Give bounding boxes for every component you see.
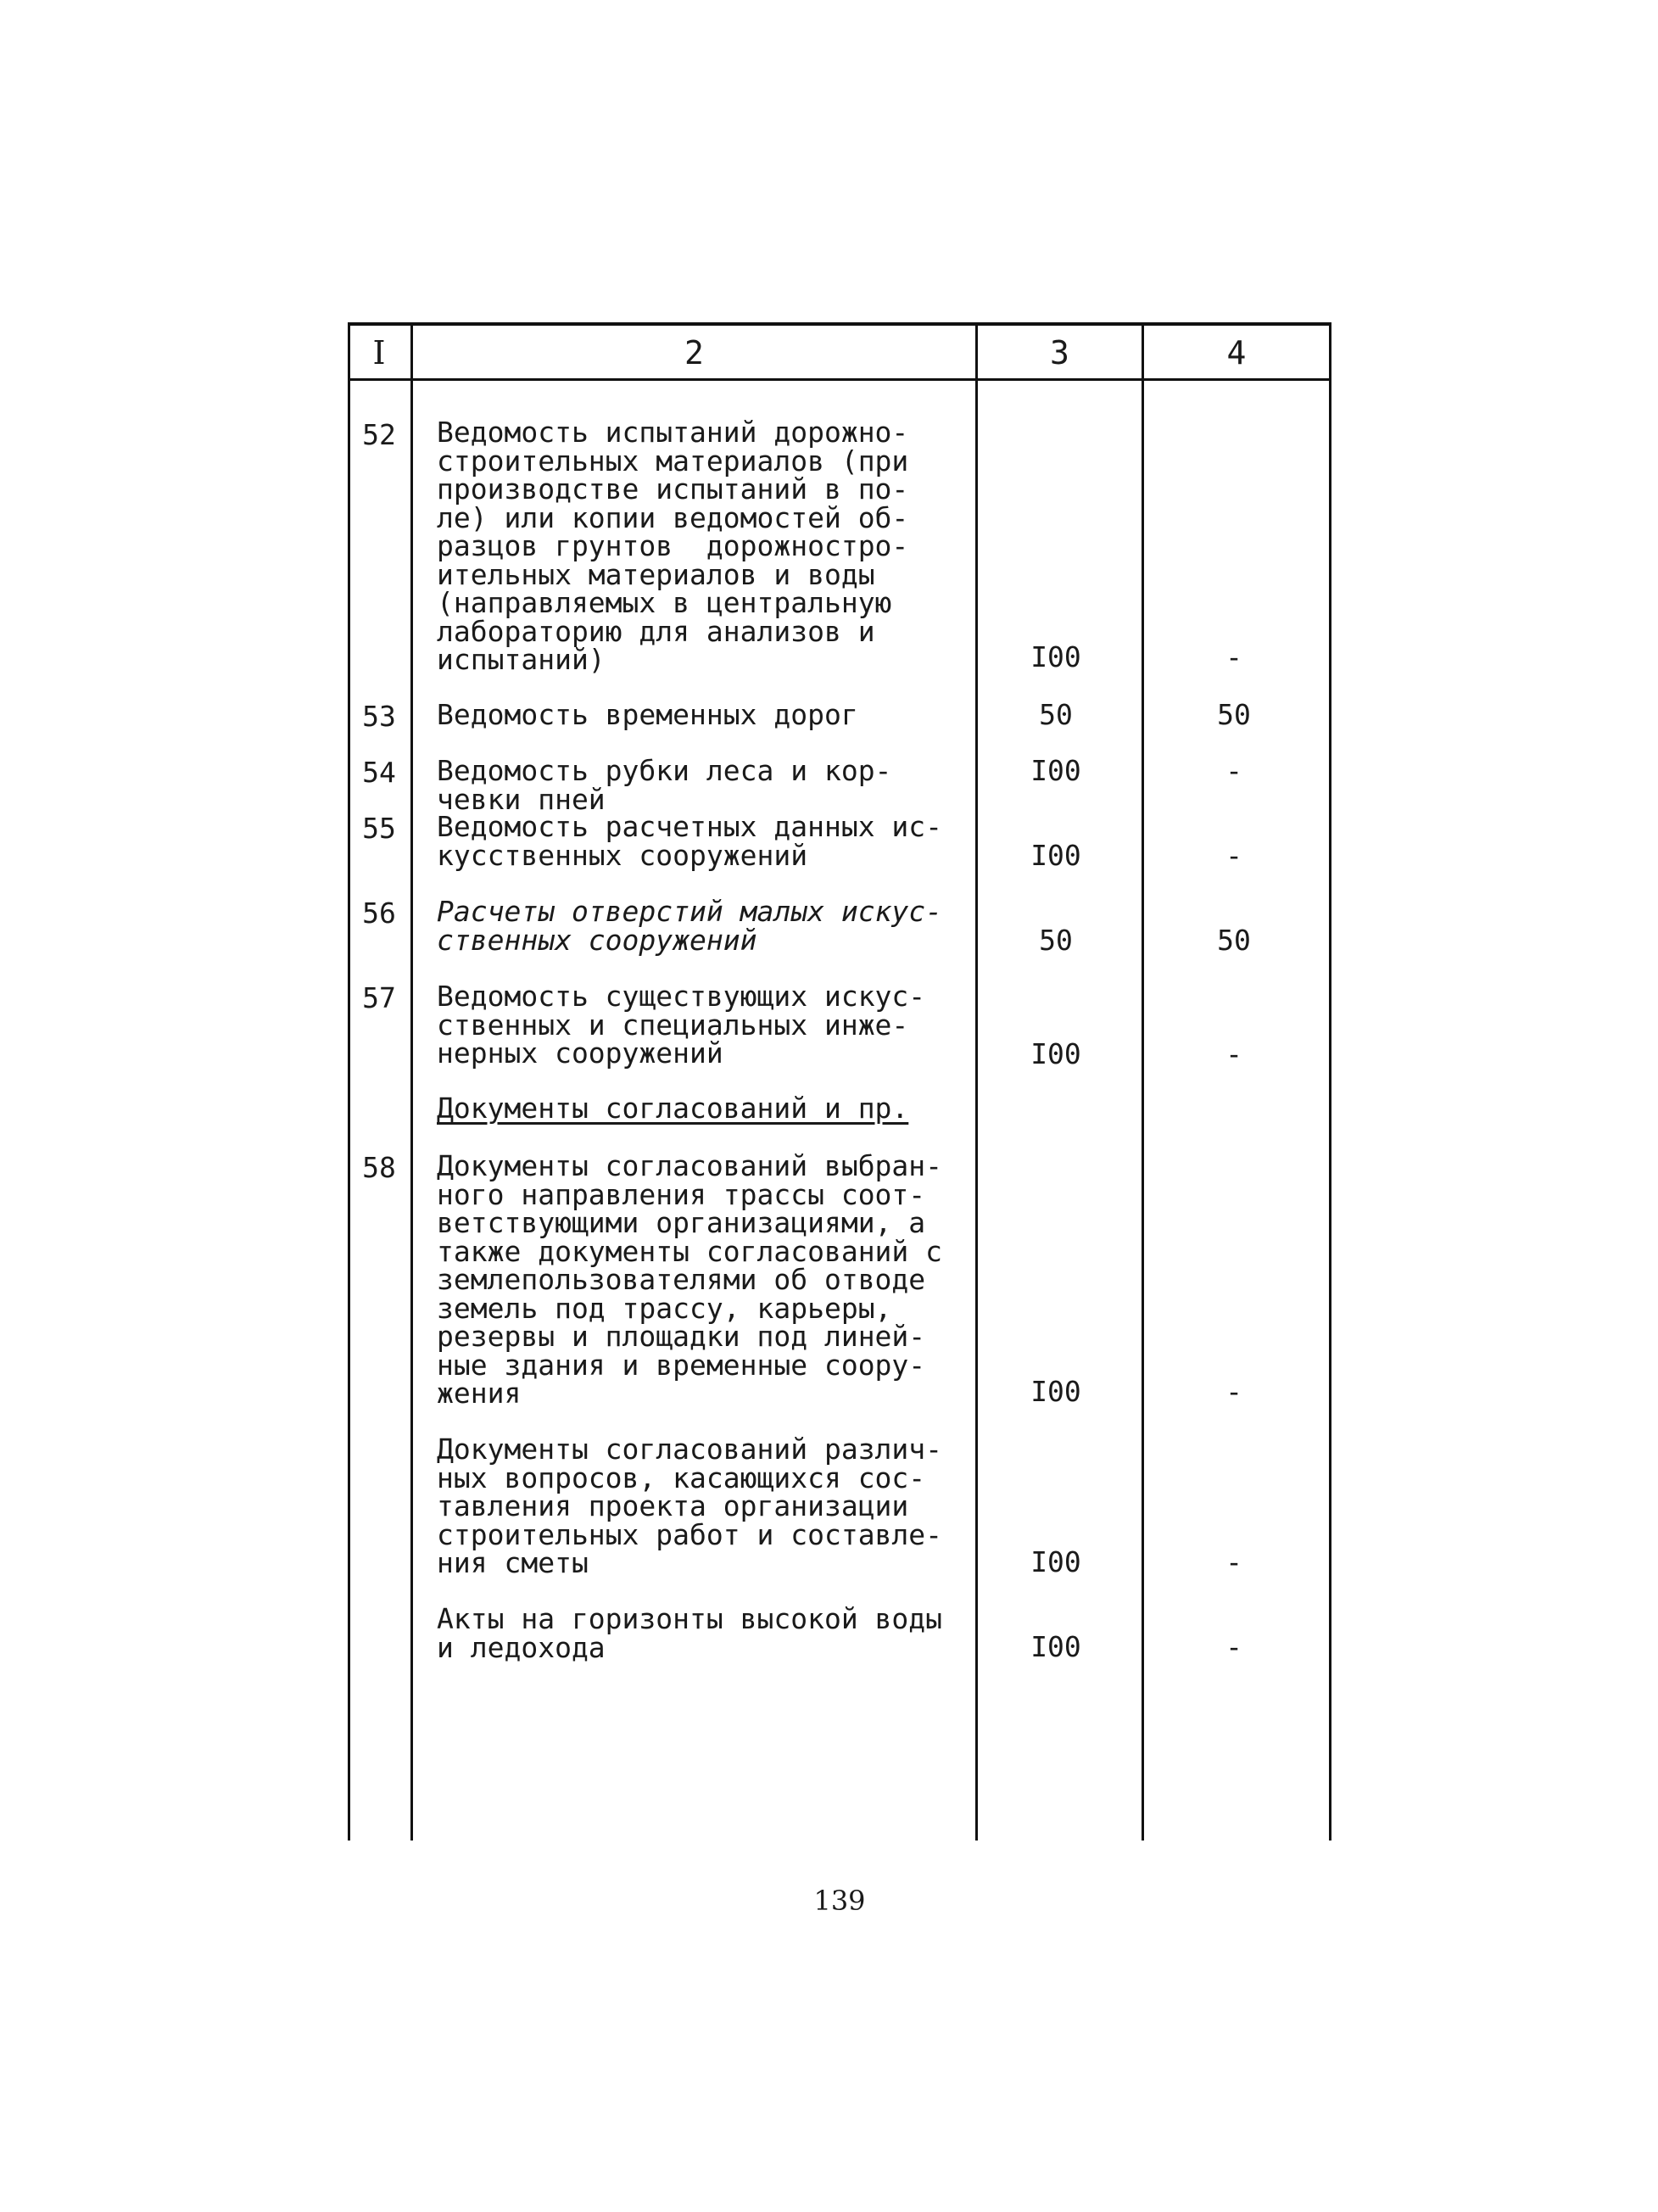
row-col4-value: - xyxy=(1225,1630,1242,1663)
row-col4-value: 50 xyxy=(1217,924,1251,957)
row-col4-value: - xyxy=(1225,1545,1242,1578)
row-description: Ведомость расчетных данных ис- кусственных сооружений xyxy=(437,810,943,872)
section-heading: Документы согласований и пр. xyxy=(437,1092,909,1125)
row-description: Ведомость рубки леса и кор- чевки пней xyxy=(437,754,892,816)
column-divider-2 xyxy=(975,322,978,1841)
row-number: 58 xyxy=(362,1151,396,1184)
header-col-4: 4 xyxy=(1226,334,1247,371)
row-description: Акты на горизонты высокой воды и ледохода xyxy=(437,1602,943,1664)
row-description: Ведомость временных дорог xyxy=(437,698,858,731)
row-number: 57 xyxy=(362,981,396,1014)
row-col4-value: - xyxy=(1225,640,1242,673)
column-divider-1 xyxy=(410,322,413,1841)
table-top-border xyxy=(348,322,1331,326)
row-col4-value: - xyxy=(1225,1375,1242,1408)
row-description: Документы согласований различ- ных вопросов, касающихся сос- тавления проекта организации строительных работ и составле- ния сметы xyxy=(437,1433,943,1579)
row-col4-value: 50 xyxy=(1217,698,1251,731)
row-col3-value: I00 xyxy=(1030,640,1081,673)
row-col3-value: 50 xyxy=(1039,698,1073,731)
row-col4-value: - xyxy=(1225,754,1242,787)
row-col3-value: I00 xyxy=(1030,1375,1081,1408)
row-col3-value: I00 xyxy=(1030,1037,1081,1070)
row-description: Документы согласований выбран- ного направления трассы соот- ветствующими организациями, а также документы согласований с землепользователями об отводе земель под трассу, карьеры, резервы и площадки под линей- ные здания и временные соору- жения xyxy=(437,1149,943,1410)
page-number: 139 xyxy=(813,1885,866,1917)
header-col-3: 3 xyxy=(1050,334,1069,371)
row-col3-value: I00 xyxy=(1030,754,1081,787)
row-description: Ведомость существующих искус- ственных и специальных инже- нерных сооружений xyxy=(437,980,926,1070)
header-col-1: I xyxy=(372,334,386,371)
column-divider-3 xyxy=(1142,322,1144,1841)
row-col4-value: - xyxy=(1225,839,1242,872)
row-col3-value: 50 xyxy=(1039,924,1073,957)
row-description: Ведомость испытаний дорожно- строительных материалов (при производстве испытаний в по- ле) или копии ведомостей об- разцов грунтов дорожностро- ительных материалов и воды (направляемых в центральную лабораторию для анализов и испытаний) xyxy=(437,416,909,676)
row-number: 52 xyxy=(362,418,396,451)
row-number: 56 xyxy=(362,897,396,930)
column-divider-right xyxy=(1329,322,1331,1841)
row-number: 54 xyxy=(362,756,396,789)
row-number: 55 xyxy=(362,812,396,845)
column-divider-left xyxy=(348,322,350,1841)
header-col-2: 2 xyxy=(684,334,704,371)
row-description: Расчеты отверстий малых искус- ственных сооружений xyxy=(437,895,943,957)
row-col3-value: I00 xyxy=(1030,839,1081,872)
row-col4-value: - xyxy=(1225,1037,1242,1070)
row-col3-value: I00 xyxy=(1030,1545,1081,1578)
header-bottom-border xyxy=(348,378,1331,381)
row-col3-value: I00 xyxy=(1030,1630,1081,1663)
row-number: 53 xyxy=(362,700,396,733)
